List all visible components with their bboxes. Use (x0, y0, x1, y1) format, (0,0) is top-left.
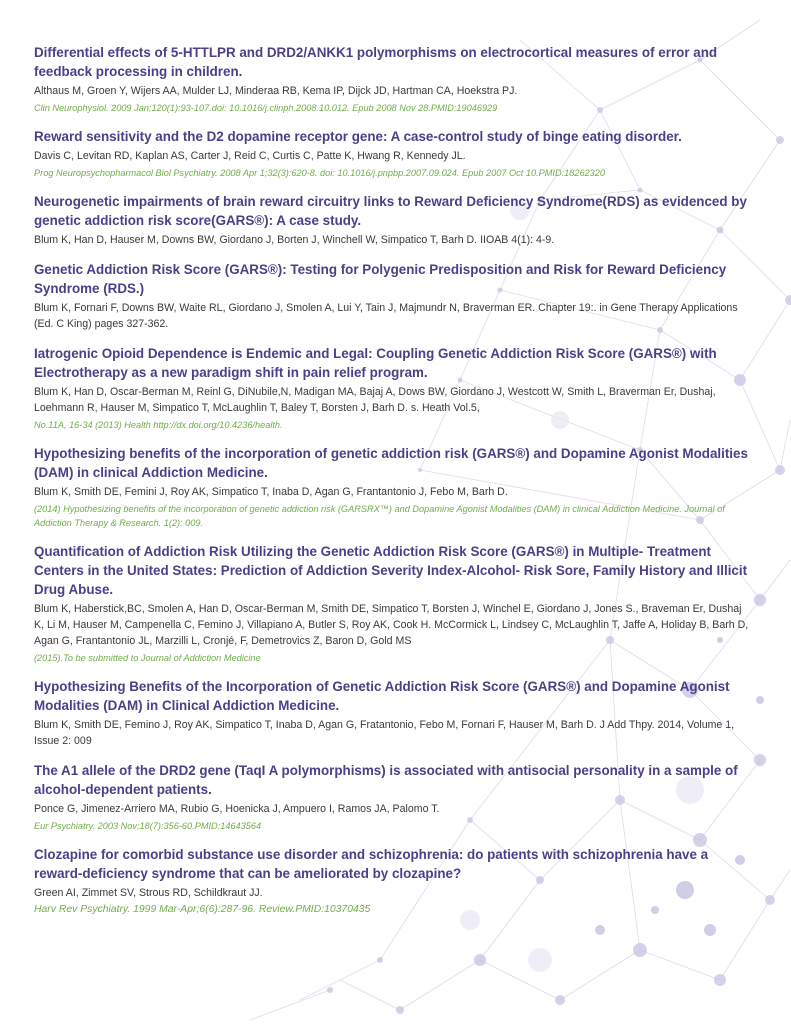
reference-title: Iatrogenic Opioid Dependence is Endemic and Legal: Coupling Genetic Addiction Risk Score (GARS®) with Electrotherapy as a new paradigm shift in pain relief program. (34, 346, 717, 380)
reference-source: Eur Psychiatry. 2003 Nov;18(7):356-60.PMID:14643564 (34, 821, 262, 831)
reference-item (34, 677, 752, 749)
reference-item (34, 127, 752, 180)
reference-authors: Davis C, Levitan RD, Kaplan AS, Carter J, Reid C, Curtis C, Patte K, Hwang R, Kennedy JL. (34, 150, 466, 162)
reference-list (34, 43, 752, 929)
reference-title: Quantification of Addiction Risk Utilizing the Genetic Addiction Risk Score (GARS®) in Multiple- Treatment Centers in the United States: Prediction of Addiction Severity Index-Alcohol- Risk Sore, Family History and Illicit Drug Abuse. (34, 544, 748, 597)
reference-authors: Blum K, Smith DE, Femino J, Roy AK, Simpatico T, Inaba D, Agan G, Fratantonio, Febo M, Fornari F, Hauser M, Barh D. J Add Thpy. 2014, Volume 1, Issue 2: 009 (34, 719, 735, 747)
reference-title: Clozapine for comorbid substance use disorder and schizophrenia: do patients with schizophrenia have a reward-deficiency syndrome that can be ameliorated by clozapine? (34, 847, 709, 881)
reference-item (34, 344, 752, 432)
reference-authors: Blum K, Smith DE, Femini J, Roy AK, Simpatico T, Inaba D, Agan G, Frantantonio J, Febo M, Barh D. (34, 486, 508, 498)
reference-title: Differential effects of 5-HTTLPR and DRD2/ANKK1 polymorphisms on electrocortical measures of error and feedback processing in children. (34, 45, 718, 79)
reference-title: Hypothesizing Benefits of the Incorporation of Genetic Addiction Risk Score (GARS®) and Dopamine Agonist Modalities (DAM) in Clinical Addiction Medicine. (34, 679, 730, 713)
reference-source: Harv Rev Psychiatry. 1999 Mar-Apr;6(6):287-96. Review.PMID:10370435 (34, 904, 371, 915)
reference-item (34, 542, 752, 665)
reference-authors: Blum K, Fornari F, Downs BW, Waite RL, Giordano J, Smolen A, Lui Y, Tain J, Majmundr N, Braverman ER. Chapter 19:. in Gene Therapy Applications (Ed. C King) pages 327-362. (34, 302, 738, 330)
reference-item (34, 43, 752, 115)
reference-authors: Blum K, Han D, Hauser M, Downs BW, Giordano J, Borten J, Winchell W, Simpatico T, Barh D. IIOAB 4(1): 4-9. (34, 234, 555, 246)
reference-source: Prog Neuropsychopharmacol Biol Psychiatry. 2008 Apr 1;32(3):620-8. doi: 10.1016/j.pnpbp.2007.09.024. Epub 2007 Oct 10.PMID:18262320 (34, 168, 606, 178)
reference-authors: Green AI, Zimmet SV, Strous RD, Schildkraut JJ. (34, 887, 263, 899)
reference-item (34, 260, 752, 332)
reference-authors: Ponce G, Jimenez-Arriero MA, Rubio G, Hoenicka J, Ampuero I, Ramos JA, Palomo T. (34, 803, 440, 815)
reference-authors: Blum K, Haberstick,BC, Smolen A, Han D, Oscar-Berman M, Smith DE, Simpatico T, Borsten J, Winchel E, Giordano J, Jones S., Braveman Er, Dushaj K, Li M, Hauser M, Campenella C, Femino J, Villapiano A, Butler S, Roy AK, Cook H. McCormick L, Lindsey C, McLaughlin T, Jaffe A, Holiday B, Barh D, Agan G, Frantantonio JL, Marzilli L, Cronjé, F, Demetrovics Z, Baron D, Gold MS (34, 603, 749, 647)
reference-authors: Althaus M, Groen Y, Wijers AA, Mulder LJ, Minderaa RB, Kema IP, Dijck JD, Hartman CA, Hoekstra PJ. (34, 85, 518, 97)
reference-title: Reward sensitivity and the D2 dopamine receptor gene: A case-control study of binge eating disorder. (34, 129, 682, 144)
reference-title: Hypothesizing benefits of the incorporation of genetic addiction risk (GARS®) and Dopamine Agonist Modalities (DAM) in clinical Addiction Medicine. (34, 446, 748, 480)
reference-authors: Blum K, Han D, Oscar-Berman M, Reinl G, DiNubile,N, Madigan MA, Bajaj A, Dows BW, Giordano J, Westcott W, Smith L, Braverman Er, Dushaj, Loehmann R, Hauser M, Simpatico T, McLaughlin T, Baley T, Borsten J, Barh D. s. Heath Vol.5, (34, 386, 716, 414)
reference-source: (2015).To be submitted to Journal of Addiction Medicine (34, 653, 261, 663)
reference-source: No.11A, 16-34 (2013) Health http://dx.doi.org/10.4236/health. (34, 420, 283, 430)
reference-source: (2014) Hypothesizing benefits of the incorporation of genetic addiction risk (GARSRX™) and Dopamine Agonist Modalities (DAM) in clinical Addiction Medicine. Journal of Addiction Therapy & Research. 1(2): 009. (34, 504, 725, 528)
reference-source: Clin Neurophysiol. 2009 Jan;120(1):93-107.doi: 10.1016/j.clinph.2008.10.012. Epub 2008 Nov 28.PMID:19046929 (34, 103, 498, 113)
reference-item (34, 845, 752, 917)
reference-item (34, 192, 752, 248)
reference-title: The A1 allele of the DRD2 gene (TaqI A polymorphisms) is associated with antisocial personality in a sample of alcohol-dependent patients. (34, 763, 738, 797)
reference-title: Neurogenetic impairments of brain reward circuitry links to Reward Deficiency Syndrome(RDS) as evidenced by genetic addiction risk score(GARS®): A case study. (34, 194, 747, 228)
reference-item (34, 444, 752, 530)
reference-title: Genetic Addiction Risk Score (GARS®): Testing for Polygenic Predisposition and Risk for Reward Deficiency Syndrome (RDS.) (34, 262, 727, 296)
reference-item (34, 761, 752, 833)
